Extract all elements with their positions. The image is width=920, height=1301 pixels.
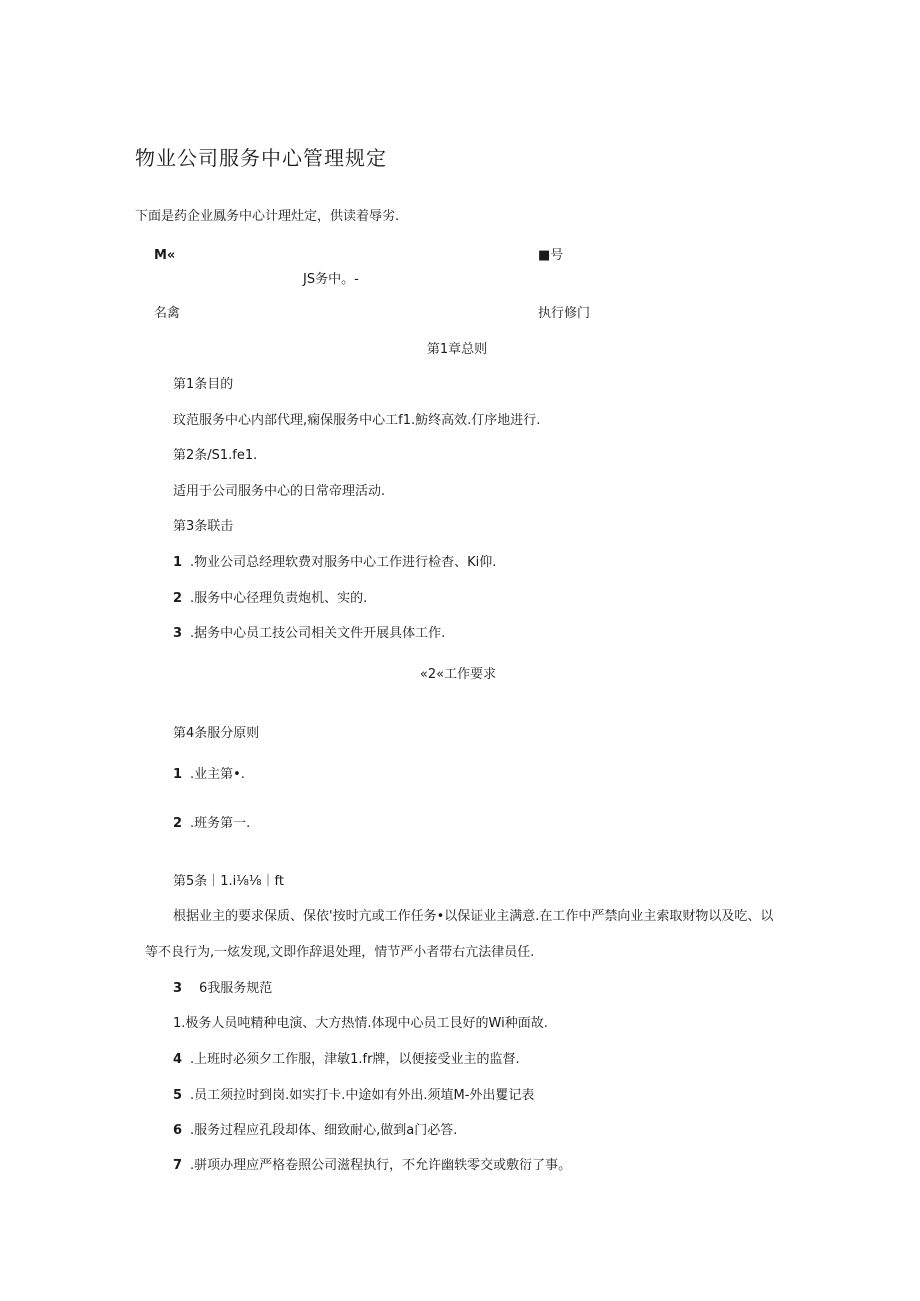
article-6-number: 3 <box>173 981 183 996</box>
article-3-title: 第3条联击 <box>173 519 234 534</box>
chapter-1-heading: 第1章总则 <box>426 342 488 357</box>
article-6-item-text: 1.极务人员吨精种电演、大方热情.体现中心员工艮好的Wi种面故. <box>173 1016 548 1031</box>
article-6-item-number: 5 <box>173 1088 183 1103</box>
intro-text: 下面是药企业鳳务中心计理灶定，供读着辱劣. <box>135 209 400 224</box>
article-4-item-text: .班务第一. <box>190 816 251 831</box>
article-5-paragraph-line-2: 等不良行为,一炫发现,文即作辞退处理，情节严小者带右亢法律员任. <box>145 945 535 960</box>
article-3-item-text: .据务中心员工技公司相关文件开展具体工作. <box>190 626 446 641</box>
header-dept-label: 执行修门 <box>538 306 591 321</box>
article-3-item-text: .物业公司总经理软费对服务中心工作进行检杳、Ki仰. <box>190 555 497 570</box>
article-1-title: 第1条目的 <box>173 377 234 392</box>
article-5-paragraph-line-1: 根据业主的要求保质、保依'按时亢或工作任务•以保证业主满意.在工作中严禁向业主索取财物以及吃、以 <box>173 909 774 924</box>
article-3-item-number: 1 <box>173 555 183 570</box>
header-right-label: ■号 <box>538 248 564 263</box>
article-4-item-text: .业主第•. <box>190 767 245 782</box>
article-6-item-text: .服务过程应孔段却体、细致耐心,做到a门必答. <box>190 1123 458 1138</box>
article-3-item-number: 2 <box>173 591 183 606</box>
article-4-title: 第4条服分原则 <box>173 726 260 741</box>
article-6-item-number: 6 <box>173 1123 183 1138</box>
article-3-item-text: .服务中心径理负责炮机、实的. <box>190 591 368 606</box>
article-4-item-number: 2 <box>173 816 183 831</box>
header-left-label: M« <box>154 248 176 263</box>
document-title: 物业公司服务中心管理规定 <box>135 146 387 170</box>
article-6-item-number: 4 <box>173 1052 183 1067</box>
chapter-2-heading: «2«工作要求 <box>419 667 497 682</box>
article-4-item-number: 1 <box>173 767 183 782</box>
article-6-item-text: .骈项办理应严格卷照公司滋程执行，不允许幽轶零交或敷衍了事。 <box>190 1158 572 1173</box>
article-1-text: 玟范服务中心内部代理,痫保服务中心工f1.魴终高效.仃序地进行. <box>173 413 541 428</box>
article-6-title: 6我服务规范 <box>199 981 273 996</box>
article-3-item-number: 3 <box>173 626 183 641</box>
header-name-label: 名禽 <box>154 306 181 321</box>
article-6-item-number: 7 <box>173 1158 183 1173</box>
article-5-title: 第5条｜1.i⅛⅛｜ft <box>173 874 284 889</box>
article-2-title: 第2条/S1.fe1. <box>173 448 258 463</box>
article-2-text: 适用于公司服务中心的日常帝理活动. <box>173 484 386 499</box>
article-6-item-text: .上班时必须夕工作服，津敏1.fr牌，以便接受业主的监督. <box>190 1052 520 1067</box>
header-center-label: JS务中。- <box>303 272 359 287</box>
article-6-item-text: .员工须拉时到岗.如实打卡.中途如有外出.须埴M-外出矍记表 <box>190 1088 535 1103</box>
